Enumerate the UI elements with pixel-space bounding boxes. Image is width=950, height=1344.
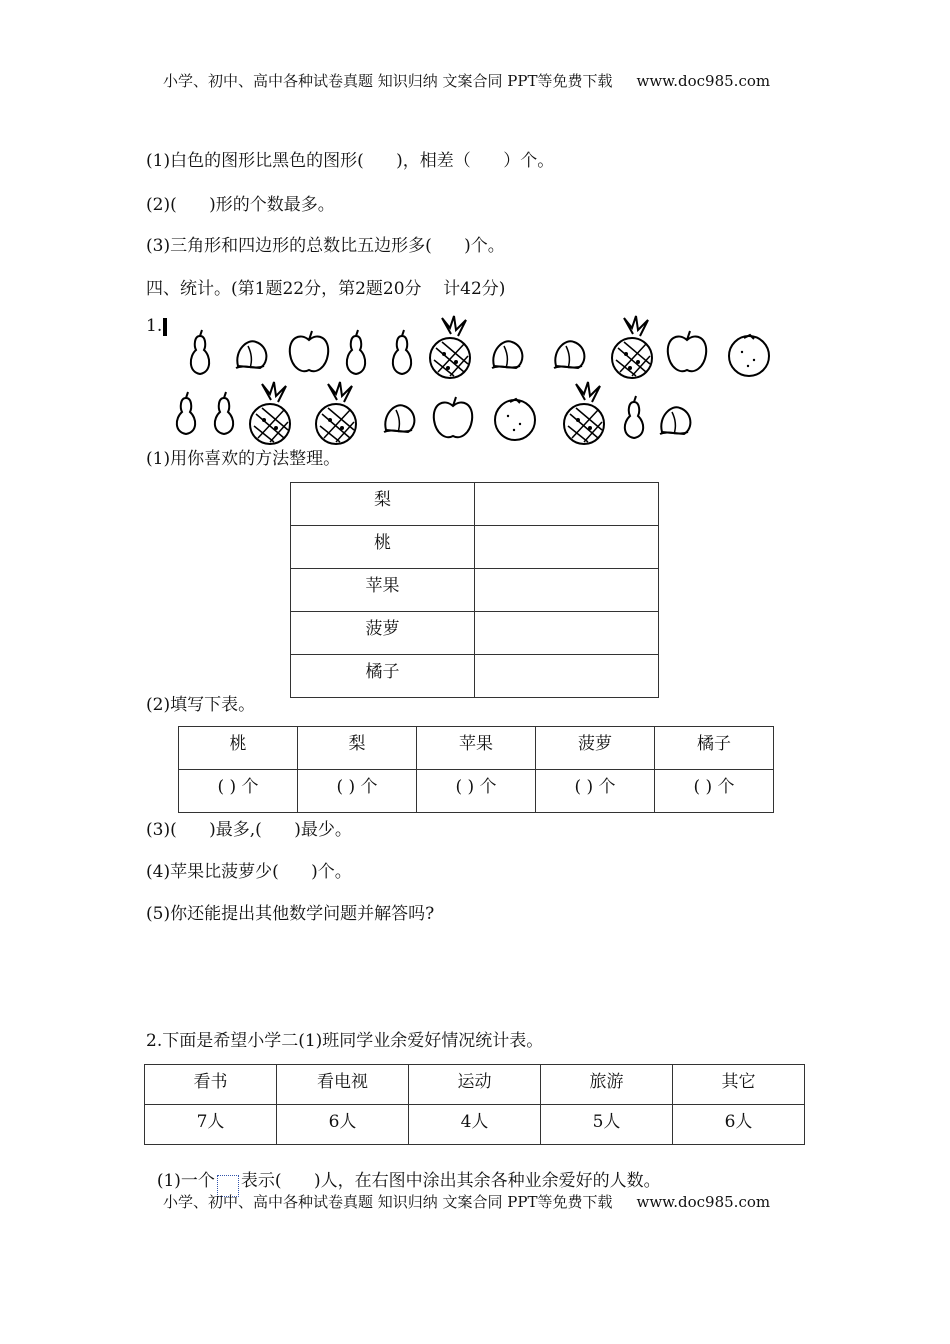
header-text: 小学、初中、高中各种试卷真题 知识归纳 文案合同 PPT等免费下载 bbox=[163, 72, 613, 90]
peach-icon bbox=[378, 396, 422, 440]
part-4-label: (4)苹果比菠萝少( )个。 bbox=[146, 862, 352, 882]
peach-icon bbox=[654, 398, 698, 442]
answer-cell[interactable]: ( ) 个 bbox=[179, 770, 298, 813]
page-footer bbox=[163, 1191, 770, 1212]
apple-icon bbox=[430, 394, 476, 442]
part-2-1-prefix: (1)一个 bbox=[156, 1171, 215, 1191]
table-cell: 梨 bbox=[291, 483, 475, 526]
question-1: (1)白色的图形比黑色的图形( )，相差（ ）个。 bbox=[146, 151, 555, 171]
table-header: 看书 bbox=[145, 1065, 277, 1105]
peach-icon bbox=[548, 332, 592, 376]
answer-cell[interactable]: ( ) 个 bbox=[417, 770, 536, 813]
table-row bbox=[291, 655, 659, 698]
peach-icon bbox=[486, 332, 530, 376]
answer-cell[interactable] bbox=[475, 612, 659, 655]
answer-cell[interactable]: ( ) 个 bbox=[298, 770, 417, 813]
table-row bbox=[179, 770, 774, 813]
pear-icon bbox=[206, 390, 242, 438]
fruit-count-table bbox=[178, 726, 774, 813]
table-row bbox=[291, 612, 659, 655]
pineapple-icon bbox=[244, 380, 298, 446]
table-header: 菠萝 bbox=[536, 727, 655, 770]
table-header: 看电视 bbox=[277, 1065, 409, 1105]
part-2-label: (2)填写下表。 bbox=[146, 695, 256, 715]
table-row bbox=[291, 526, 659, 569]
peach-icon bbox=[230, 332, 274, 376]
table-header-row bbox=[179, 727, 774, 770]
table-row bbox=[291, 569, 659, 612]
pineapple-icon bbox=[310, 380, 364, 446]
orange-icon bbox=[724, 332, 774, 378]
hobby-stats-table bbox=[144, 1064, 805, 1145]
pear-icon bbox=[180, 328, 220, 378]
answer-cell[interactable]: ( ) 个 bbox=[655, 770, 774, 813]
table-cell: 6人 bbox=[277, 1105, 409, 1145]
pear-icon bbox=[616, 394, 652, 442]
header-site-link[interactable]: www.doc985.com bbox=[636, 72, 771, 90]
section-4-title: 四、统计。(第1题22分，第2题20分 计42分) bbox=[146, 279, 506, 299]
orange-icon bbox=[490, 396, 540, 442]
table-header: 苹果 bbox=[417, 727, 536, 770]
question-3: (3)三角形和四边形的总数比五边形多( )个。 bbox=[146, 236, 505, 256]
apple-icon bbox=[286, 328, 332, 376]
footer-site-link[interactable]: www.doc985.com bbox=[636, 1193, 771, 1211]
answer-cell[interactable] bbox=[475, 526, 659, 569]
pear-icon bbox=[336, 328, 376, 378]
apple-icon bbox=[664, 328, 710, 376]
part-2-1-suffix: 表示( )人，在右图中涂出其余各种业余爱好的人数。 bbox=[240, 1171, 661, 1191]
answer-cell[interactable] bbox=[475, 483, 659, 526]
table-header: 运动 bbox=[409, 1065, 541, 1105]
table-cell: 4人 bbox=[409, 1105, 541, 1145]
text-cursor bbox=[163, 318, 167, 336]
item-2-title: 2.下面是希望小学二(1)班同学业余爱好情况统计表。 bbox=[146, 1031, 544, 1051]
answer-cell[interactable] bbox=[475, 655, 659, 698]
table-header: 旅游 bbox=[541, 1065, 673, 1105]
pineapple-icon bbox=[558, 380, 612, 446]
pear-icon bbox=[382, 328, 422, 378]
answer-cell[interactable]: ( ) 个 bbox=[536, 770, 655, 813]
pear-icon bbox=[168, 390, 204, 438]
pineapple-icon bbox=[424, 314, 478, 380]
table-row bbox=[291, 483, 659, 526]
table-cell: 橘子 bbox=[291, 655, 475, 698]
part-5-label: (5)你还能提出其他数学问题并解答吗? bbox=[146, 904, 435, 924]
table-cell: 7人 bbox=[145, 1105, 277, 1145]
item-1-label: 1. bbox=[146, 316, 163, 336]
footer-text: 小学、初中、高中各种试卷真题 知识归纳 文案合同 PPT等免费下载 bbox=[163, 1193, 613, 1211]
answer-cell[interactable] bbox=[475, 569, 659, 612]
pineapple-icon bbox=[606, 314, 660, 380]
part-1-label: (1)用你喜欢的方法整理。 bbox=[146, 449, 341, 469]
fruit-organize-table bbox=[290, 482, 659, 698]
table-cell: 6人 bbox=[673, 1105, 805, 1145]
table-header: 其它 bbox=[673, 1065, 805, 1105]
table-header: 桃 bbox=[179, 727, 298, 770]
table-header-row bbox=[145, 1065, 805, 1105]
table-header: 梨 bbox=[298, 727, 417, 770]
table-header: 橘子 bbox=[655, 727, 774, 770]
table-row bbox=[145, 1105, 805, 1145]
table-cell: 菠萝 bbox=[291, 612, 475, 655]
table-cell: 桃 bbox=[291, 526, 475, 569]
part-3-label: (3)( )最多,( )最少。 bbox=[146, 820, 352, 840]
table-cell: 苹果 bbox=[291, 569, 475, 612]
part-2-1-label bbox=[146, 1146, 661, 1193]
page-header bbox=[163, 70, 770, 91]
table-cell: 5人 bbox=[541, 1105, 673, 1145]
question-2: (2)( )形的个数最多。 bbox=[146, 195, 335, 215]
